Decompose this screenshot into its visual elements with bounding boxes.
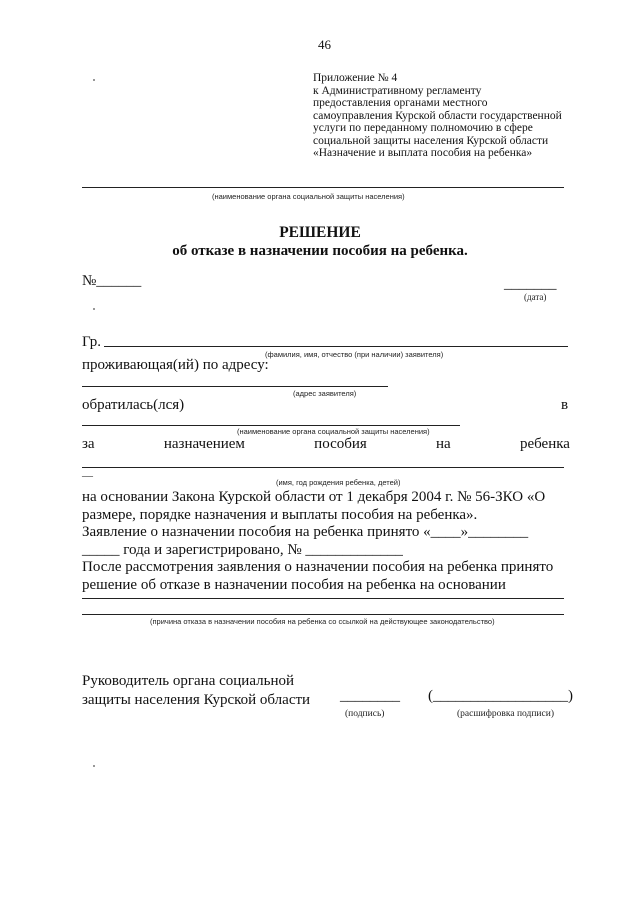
org-line-2 (82, 425, 460, 426)
reason-caption: (причина отказа в назначении пособия на ребенка со ссылкой на действующее законодательство) (150, 617, 495, 626)
head-line: защиты населения Курской области (82, 692, 311, 708)
applied-label: обратилась(лся) (82, 397, 185, 413)
purpose-word: ребенка (519, 436, 570, 452)
purpose-line (82, 436, 570, 453)
signature-caption: (подпись) (345, 709, 385, 719)
reason-line-2 (82, 614, 564, 615)
decode-blank: (__________________) (428, 688, 573, 704)
statement-line: _____ года и зарегистрировано, № _____________ (82, 541, 403, 558)
purpose-word: на (436, 436, 451, 452)
appendix-line: предоставления органами местного (313, 97, 488, 109)
law-paragraph (82, 489, 553, 594)
appendix-line: к Административному регламенту (313, 84, 482, 97)
document-subtitle: об отказе в назначении пособия на ребенка. (172, 243, 468, 259)
signature-blank: ________ (340, 688, 400, 704)
scan-speck (93, 308, 95, 310)
dash-mark: — (82, 470, 93, 482)
decision-line: После рассмотрения заявления о назначении пособия на ребенка принято (82, 559, 554, 575)
org-name-line (82, 187, 564, 188)
date-caption: (дата) (524, 292, 547, 302)
scan-speck (93, 79, 95, 81)
decision-line: решение об отказе в назначении пособия на ребенка на основании (82, 576, 506, 593)
applied-in: в (561, 397, 569, 413)
citizen-label: Гр. (82, 334, 101, 350)
decode-caption: (расшифровка подписи) (457, 709, 554, 719)
appendix-line: Приложение № 4 (313, 72, 398, 84)
children-caption: (имя, год рождения ребенка, детей) (276, 478, 401, 487)
purpose-word: пособия (314, 436, 367, 452)
law-line: на основании Закона Курской области от 1 декабря 2004 г. № 56-ЗКО «О (82, 489, 546, 505)
residing-label: проживающая(ий) по адресу: (82, 357, 269, 373)
org-caption-2: (наименование органа социальной защиты населения) (237, 427, 430, 436)
appendix-line: самоуправления Курской области государственной (313, 109, 562, 122)
purpose-word: за (82, 436, 95, 452)
fio-line (104, 346, 568, 347)
address-line (82, 386, 388, 387)
law-line: размере, порядке назначения и выплаты пособия на ребенка». (82, 506, 478, 523)
page-number: 46 (318, 37, 331, 52)
appendix-line: социальной защиты населения Курской области (313, 134, 549, 147)
appendix-line: услуги по переданному полномочию в сфере (313, 122, 533, 134)
appendix-line: «Назначение и выплата пособия на ребенка» (313, 147, 533, 159)
reason-line-1 (82, 598, 564, 599)
address-caption: (адрес заявителя) (293, 389, 357, 398)
head-line: Руководитель органа социальной (82, 673, 294, 689)
purpose-word: назначением (163, 436, 245, 452)
scan-speck (93, 765, 95, 767)
decision-number: №______ (82, 273, 142, 289)
children-line (82, 467, 564, 468)
appendix-block (313, 72, 562, 160)
statement-line: Заявление о назначении пособия на ребенка принято «____»________ (82, 524, 529, 540)
date-blank: _______ (504, 276, 557, 292)
fio-caption: (фамилия, имя, отчество (при наличии) заявителя) (265, 350, 444, 359)
document-title: РЕШЕНИЕ (279, 224, 361, 241)
org-caption: (наименование органа социальной защиты населения) (212, 192, 405, 201)
head-block (82, 672, 310, 710)
